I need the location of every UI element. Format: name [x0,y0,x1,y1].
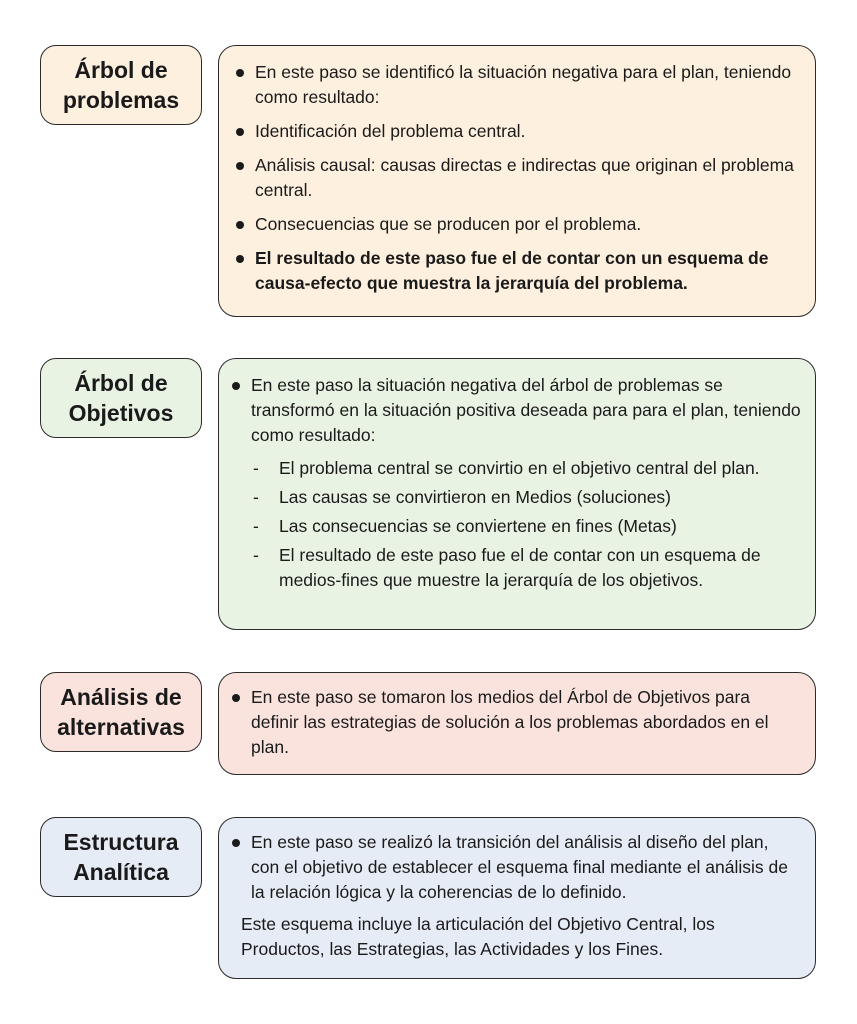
dash-list [229,456,801,593]
label-analisis-de-alternativas [40,672,202,752]
dash-item: - El problema central se convirtio en el objetivo central del plan. [229,456,801,481]
bullet-item-result: El resultado de este paso fue el de contar con un esquema de causa-efecto que muestra la jerarquía del problema. [233,246,801,296]
bullet-item: En este paso se identificó la situación negativa para el plan, teniendo como resultado: [233,60,801,110]
content-arbol-de-objetivos [218,358,816,630]
dash-item: - Las causas se convirtieron en Medios (soluciones) [229,485,801,510]
label-estructura-analitica [40,817,202,897]
content-arbol-de-problemas [218,45,816,317]
label-arbol-de-objetivos [40,358,202,438]
bullet-list [229,685,801,760]
label-text: Estructura Analítica [63,829,179,885]
bullet-list [229,373,801,448]
content-analisis-de-alternativas [218,672,816,775]
label-text: Árbol de problemas [62,57,180,113]
label-text: Análisis de alternativas [57,684,185,740]
content-estructura-analitica [218,817,816,979]
label-text: Árbol de Objetivos [68,370,174,426]
bullet-item: En este paso se tomaron los medios del Árbol de Objetivos para definir las estrategias de solución a los problemas abordados en el plan. [229,685,801,760]
bullet-list [233,60,801,296]
paragraph: Este esquema incluye la articulación del Objetivo Central, los Productos, las Estrategias, las Actividades y los Fines. [241,914,715,959]
dash-item: - El resultado de este paso fue el de contar con un esquema de medios-fines que muestre la jerarquía de los objetivos. [229,543,801,593]
bullet-item: Identificación del problema central. [233,119,801,144]
bullet-item: En este paso la situación negativa del árbol de problemas se transformó en la situación positiva deseada para para el plan, teniendo como resultado: [229,373,801,448]
bullet-item: Análisis causal: causas directas e indirectas que originan el problema central. [233,153,801,203]
label-arbol-de-problemas [40,45,202,125]
bullet-item: En este paso se realizó la transición del análisis al diseño del plan, con el objetivo de establecer el esquema final mediante el análisis de la relación lógica y la coherencias de lo definido. [229,830,801,905]
dash-item: - Las consecuencias se conviertene en fines (Metas) [229,514,801,539]
bullet-list [229,830,801,905]
bullet-item: Consecuencias que se producen por el problema. [233,212,801,237]
